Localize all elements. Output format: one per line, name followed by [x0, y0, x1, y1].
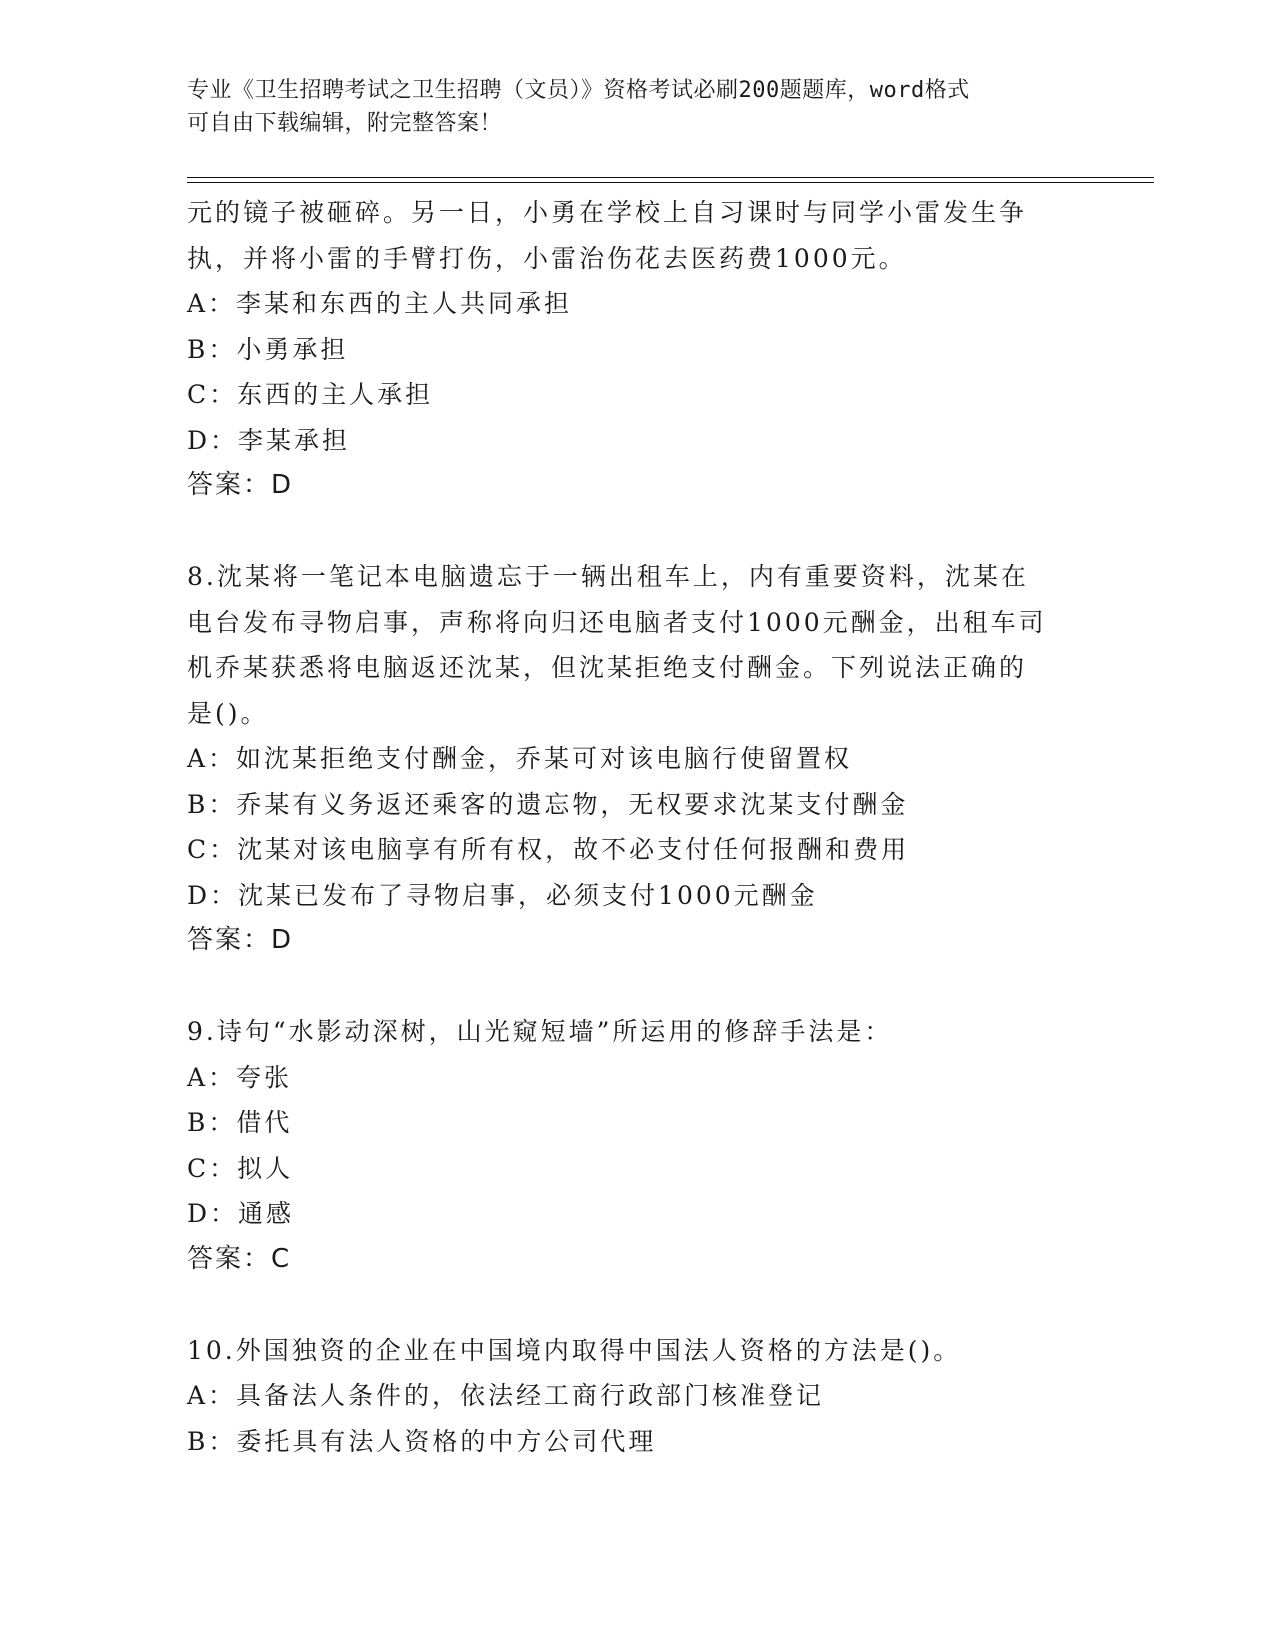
header-divider-bottom — [187, 182, 1154, 183]
question-text-line: 9.诗句“水影动深树，山光窥短墙”所运用的修辞手法是： — [187, 1017, 893, 1046]
document-body — [187, 190, 1087, 1464]
question-text-line: 元的镜子被砸碎。另一日，小勇在学校上自习课时与同学小雷发生争 — [187, 198, 1028, 227]
option-d: D：李某承担 — [187, 425, 351, 455]
option-a: A：具备法人条件的，依法经工商行政部门核准登记 — [187, 1381, 825, 1410]
question-10 — [187, 1328, 1087, 1465]
option-b: B：委托具有法人资格的中方公司代理 — [187, 1426, 657, 1456]
option-a: A：李某和东西的主人共同承担 — [187, 289, 573, 318]
question-text-line: 8.沈某将一笔记本电脑遗忘于一辆出租车上，内有重要资料，沈某在 — [187, 562, 1029, 591]
document-header — [187, 74, 1067, 140]
question-9 — [187, 1009, 1087, 1282]
question-text-line: 电台发布寻物启事，声称将向归还电脑者支付1000元酬金，出租车司 — [187, 607, 1047, 637]
question-7-continuation — [187, 190, 1087, 509]
option-d: D：沈某已发布了寻物启事，必须支付1000元酬金 — [187, 880, 818, 910]
option-c: C：沈某对该电脑享有所有权，故不必支付任何报酬和费用 — [187, 835, 910, 864]
answer-line: 答案：D — [187, 470, 294, 500]
option-c: C：拟人 — [187, 1153, 294, 1183]
question-8 — [187, 554, 1087, 964]
option-c: C：东西的主人承担 — [187, 380, 434, 409]
question-text-line: 是()。 — [187, 698, 269, 728]
question-text-line: 机乔某获悉将电脑返还沈某，但沈某拒绝支付酬金。下列说法正确的 — [187, 653, 1028, 682]
header-divider-top — [187, 177, 1154, 178]
question-text-line: 10.外国独资的企业在中国境内取得中国法人资格的方法是()。 — [187, 1335, 962, 1365]
header-line-2: 可自由下载编辑，附完整答案！ — [187, 111, 503, 136]
question-text-line: 执，并将小雷的手臂打伤，小雷治伤花去医药费1000元。 — [187, 243, 907, 273]
option-b: B：小勇承担 — [187, 334, 349, 364]
header-line-1: 专业《卫生招聘考试之卫生招聘（文员）》资格考试必刷200题题库，word格式 — [187, 78, 970, 103]
answer-line: 答案：C — [187, 1243, 292, 1274]
option-a: A：如沈某拒绝支付酬金，乔某可对该电脑行使留置权 — [187, 744, 853, 773]
option-a: A：夸张 — [187, 1062, 293, 1092]
option-d: D：通感 — [187, 1199, 295, 1228]
answer-line: 答案：D — [187, 925, 294, 955]
option-b: B：借代 — [187, 1108, 293, 1137]
option-b: B：乔某有义务返还乘客的遗忘物，无权要求沈某支付酬金 — [187, 789, 909, 819]
